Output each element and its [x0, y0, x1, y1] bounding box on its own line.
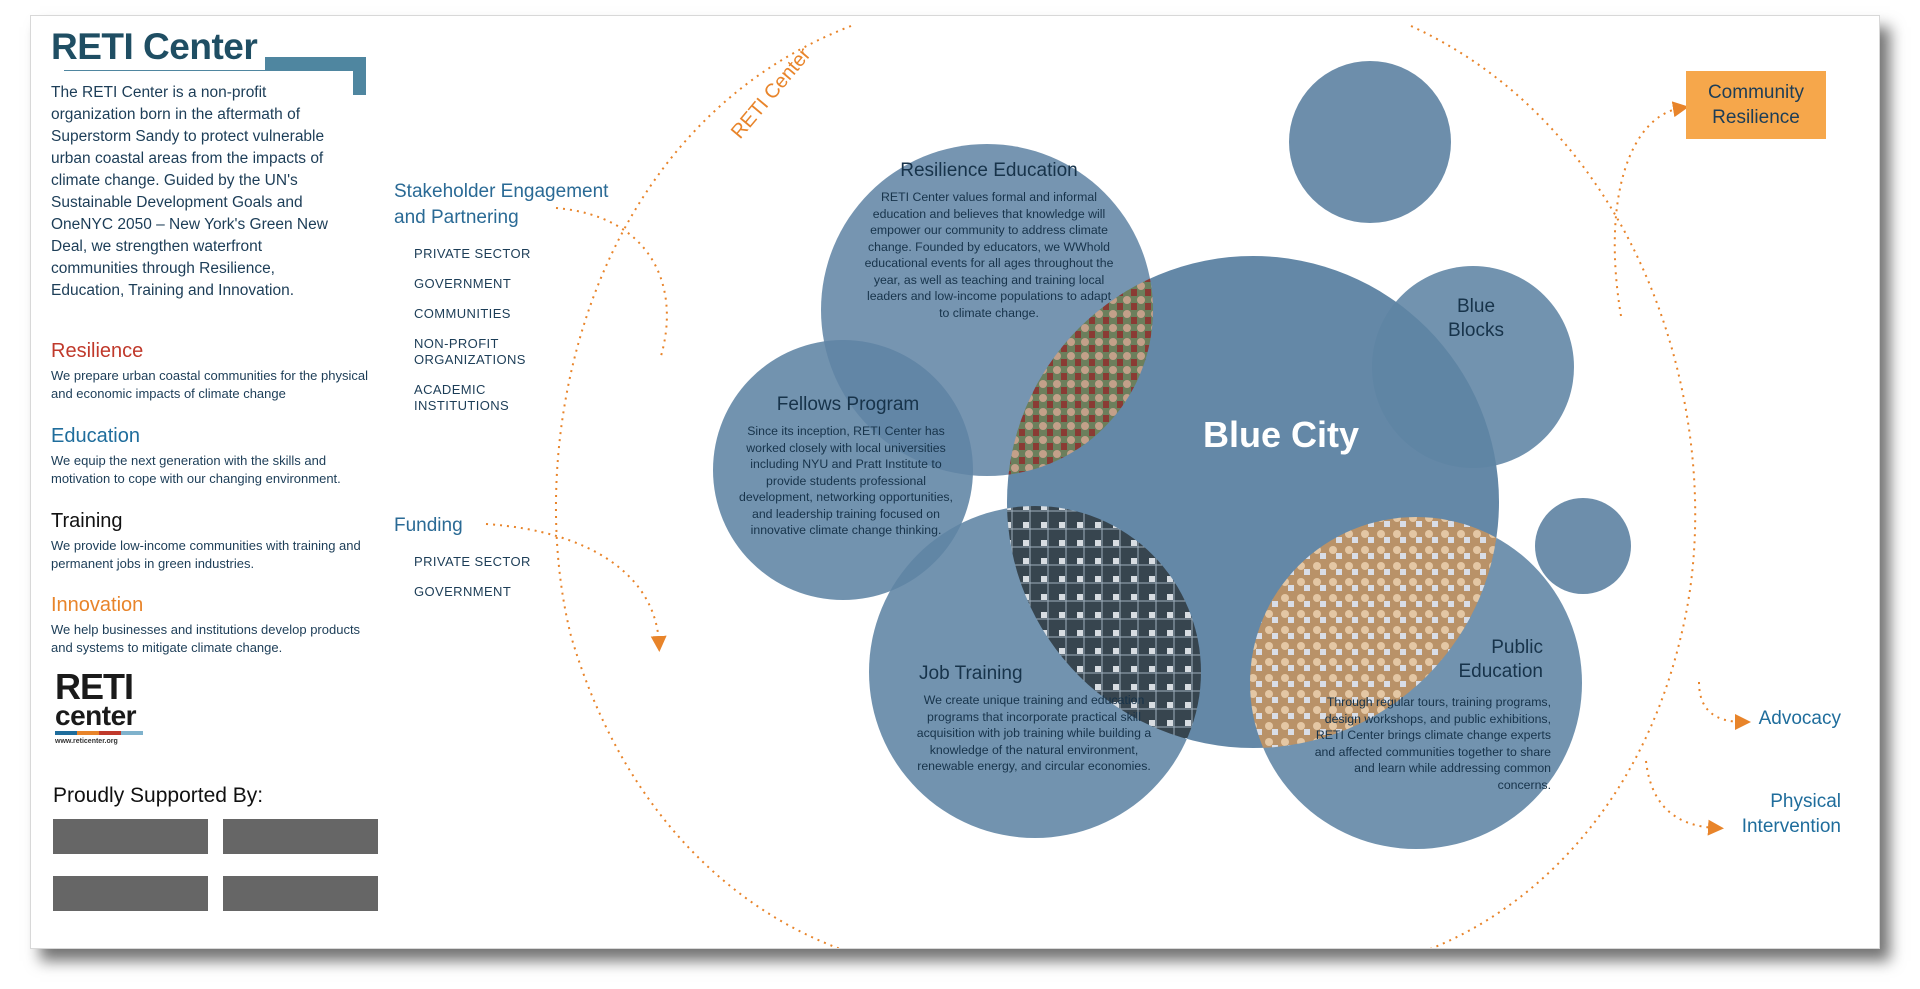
circle-body: RETI Center values formal and informal education and believes that knowledge will empower our community to address climate change. Founded by educators, we WWhold educational events for all ages throughout the year, as well as teaching and training local leaders and low-income populations to adapt to climate change.	[864, 190, 1114, 320]
list-item: COMMUNITIES	[414, 306, 511, 321]
list-item: GOVERNMENT	[414, 584, 512, 599]
pillar-text: We help businesses and institutions develop products and systems to mitigate climate change.	[51, 622, 361, 655]
list-item: PRIVATE SECTOR	[414, 246, 531, 261]
poster	[30, 15, 1880, 949]
circle-title: Public Education	[1458, 637, 1543, 682]
blue-blocks-text	[1436, 295, 1516, 343]
circle-body: Through regular tours, training programs, design workshops, and public exhibitions, RETI Center brings climate change experts and affected communities together to share and learn while addressing common concerns.	[1314, 695, 1551, 792]
pillar-title: Education	[51, 425, 140, 447]
public-education-text	[1311, 636, 1551, 793]
funding-connector	[486, 524, 659, 644]
job-training-text	[909, 662, 1159, 775]
list-item: ACADEMIC INSTITUTIONS	[414, 382, 510, 413]
community-resilience-box: Community Resilience	[1686, 71, 1826, 139]
pillar-title: Innovation	[51, 594, 144, 616]
physical-intervention-label: Physical Intervention	[1741, 791, 1841, 837]
community-resilience-connector	[1615, 108, 1681, 316]
pillar-text: We equip the next generation with the skills and motivation to cope with our changing environment.	[51, 453, 341, 486]
stakeholder-heading: Stakeholder Engagement and Partnering	[394, 181, 609, 228]
list-item: PRIVATE SECTOR	[414, 554, 531, 569]
pillar-title: Training	[51, 510, 123, 532]
pillar-text: We provide low-income communities with training and permanent jobs in green industries.	[51, 538, 361, 571]
supporters-heading: Proudly Supported By:	[53, 784, 264, 807]
arc-label: RETI Center	[727, 43, 816, 144]
circle-title: Fellows Program	[776, 394, 920, 415]
circle-title: Resilience Education	[900, 160, 1078, 181]
circle-title: Blue Blocks	[1448, 296, 1504, 341]
advocacy-label: Advocacy	[1758, 708, 1841, 729]
decorative-circle-right	[1535, 498, 1631, 594]
circle-body: We create unique training and education programs that incorporate practical skill acquisition with job training while building a knowledge of the natural environment, renewable energy, and circular economies.	[916, 693, 1152, 773]
list-item: NON-PROFIT ORGANIZATIONS	[414, 336, 526, 367]
circle-title: Job Training	[919, 663, 1023, 684]
list-item: GOVERNMENT	[414, 276, 512, 291]
pillar-title: Resilience	[51, 340, 144, 362]
stakeholder-connector	[556, 208, 667, 356]
blue-city-title: Blue City	[1202, 414, 1360, 455]
intro-text: The RETI Center is a non-profit organization born in the aftermath of Superstorm Sandy to protect vulnerable urban coastal areas from the impacts of climate change. Guided by the UN's Sustainable Development Goals and OneNYC 2050 – New York's Green New Deal, we strengthen waterfront communities through Resilience, Education, Training and Innovation.	[51, 84, 328, 299]
page-title: RETI Center	[51, 24, 265, 70]
decorative-circle-top	[1289, 61, 1451, 223]
resilience-education-text	[864, 159, 1114, 321]
reti-logo: RETI center www.reticenter.org	[55, 671, 143, 745]
logo-url: www.reticenter.org	[55, 738, 118, 745]
circle-body: Since its inception, RETI Center has worked closely with local universities including NYU and Pratt Institute to provide students professional development, networking opportunities, and leadership training focused on innovative climate change thinking.	[739, 424, 953, 537]
fellows-program-text	[733, 393, 963, 539]
funding-heading: Funding	[394, 515, 463, 536]
pillar-text: We prepare urban coastal communities for the physical and economic impacts of climate change	[51, 368, 368, 401]
